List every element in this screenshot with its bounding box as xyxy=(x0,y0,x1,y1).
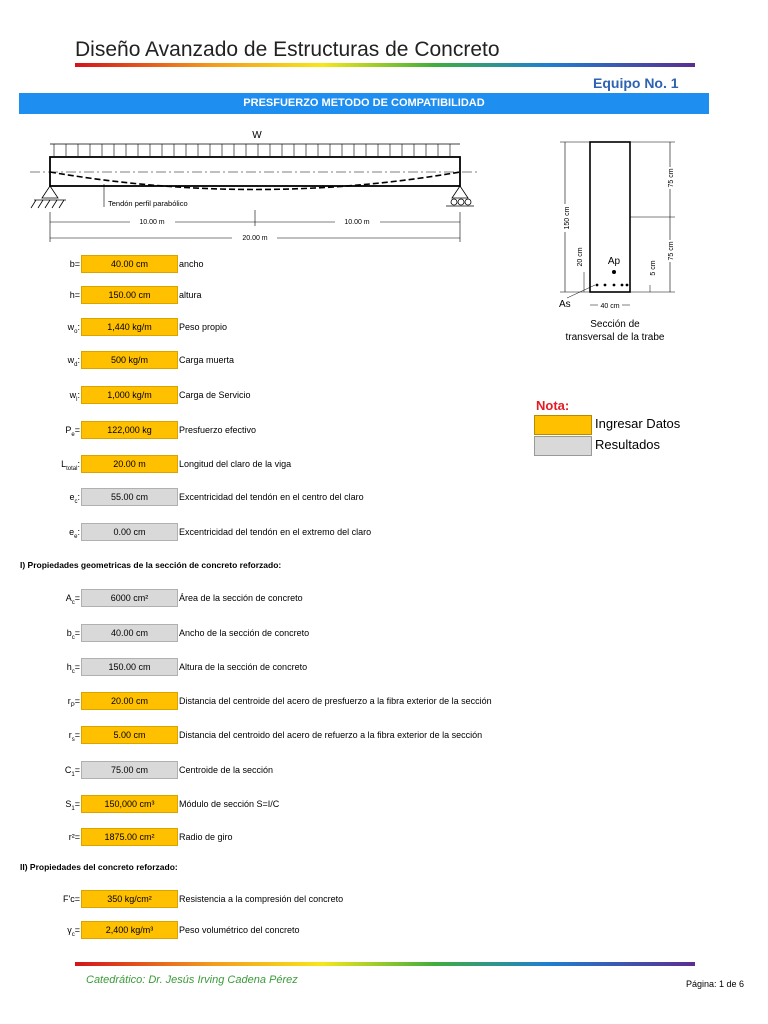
param-symbol: $S_1=$ xyxy=(65,799,80,812)
result-value-cell: 55.00 cm xyxy=(81,488,178,506)
param-description: Radio de giro xyxy=(179,832,233,842)
input-value-cell[interactable]: 20.00 m xyxy=(81,455,178,473)
caption-line-2: transversal de la trabe xyxy=(565,332,665,343)
result-value-cell: 150.00 cm xyxy=(81,658,178,676)
section-2-heading: II) Propiedades del concreto reforzado: xyxy=(20,862,178,872)
result-value-cell: 40.00 cm xyxy=(81,624,178,642)
left-support xyxy=(31,186,66,208)
result-value-cell: 0.00 cm xyxy=(81,523,178,541)
section-banner: PRESFUERZO METODO DE COMPATIBILIDAD xyxy=(19,93,709,114)
param-symbol: $L_{total}$: xyxy=(61,459,80,472)
param-symbol: $e_c$: xyxy=(69,492,80,505)
beam-diagram xyxy=(30,122,490,247)
param-description: Distancia del centroide del acero de presfuerzo a la fibra exterior de la sección xyxy=(179,696,492,706)
param-symbol: r²= xyxy=(68,832,80,842)
input-value-cell[interactable]: 122,000 kg xyxy=(81,421,178,439)
input-value-cell[interactable]: 20.00 cm xyxy=(81,692,178,710)
param-symbol: $r_s=$ xyxy=(68,730,80,743)
beam-body xyxy=(50,157,460,186)
half-span-right-label: 10.00 m xyxy=(344,219,370,226)
team-label: Equipo No. 1 xyxy=(593,75,679,91)
param-description: Excentricidad del tendón en el extremo del claro xyxy=(179,527,372,537)
legend-result-label: Resultados xyxy=(595,437,661,452)
param-description: Peso propio xyxy=(179,322,228,332)
rp-label: 20 cm xyxy=(577,247,584,267)
param-symbol: $w_l$: xyxy=(69,390,80,403)
param-description: Centroide de la sección xyxy=(179,765,274,775)
input-value-cell[interactable]: 150,000 cm³ xyxy=(81,795,178,813)
param-description: altura xyxy=(179,290,202,300)
lower-half-label: 75 cm xyxy=(668,241,675,261)
result-value-cell: 75.00 cm xyxy=(81,761,178,779)
param-description: Excentricidad del tendón en el centro del claro xyxy=(179,492,364,502)
legend-result-swatch xyxy=(534,436,592,456)
param-description: Área de la sección de concreto xyxy=(179,593,303,603)
prestress-tendon-dot xyxy=(612,270,616,274)
as-label: As xyxy=(559,299,571,310)
param-symbol: $w_o$: xyxy=(67,322,80,335)
input-value-cell[interactable]: 40.00 cm xyxy=(81,255,178,273)
half-span-left-label: 10.00 m xyxy=(139,219,165,226)
param-description: Módulo de sección S=I/C xyxy=(179,799,280,809)
caption-line-1: Sección de xyxy=(590,319,640,330)
param-symbol: $\gamma_c=$ xyxy=(67,925,80,938)
height-label: 150 cm xyxy=(564,206,571,230)
width-label: 40 cm xyxy=(600,303,620,310)
section-1-heading: I) Propiedades geometricas de la sección de concreto reforzado: xyxy=(20,560,282,570)
param-description: Altura de la sección de concreto xyxy=(179,662,308,672)
input-value-cell[interactable]: 2,400 kg/m³ xyxy=(81,921,178,939)
span-total-label: 20.00 m xyxy=(242,235,268,242)
nota-title: Nota: xyxy=(536,398,570,413)
param-description: Ancho de la sección de concreto xyxy=(179,628,310,638)
input-value-cell[interactable]: 1,440 kg/m xyxy=(81,318,178,336)
input-value-cell[interactable]: 350 kg/cm² xyxy=(81,890,178,908)
param-symbol: $h_c=$ xyxy=(66,662,80,675)
right-support xyxy=(446,186,474,206)
param-description: Carga muerta xyxy=(179,355,235,365)
param-description: ancho xyxy=(179,259,204,269)
param-description: Carga de Servicio xyxy=(179,390,251,400)
input-value-cell[interactable]: 1,000 kg/m xyxy=(81,386,178,404)
param-description: Distancia del centroido del acero de refuerzo a la fibra exterior de la sección xyxy=(179,730,483,740)
input-value-cell[interactable]: 1875.00 cm² xyxy=(81,828,178,846)
page-number: Página: 1 de 6 xyxy=(686,979,745,989)
param-symbol: h= xyxy=(69,290,80,300)
param-symbol: $b_c=$ xyxy=(66,628,80,641)
document-title: Diseño Avanzado de Estructuras de Concreto xyxy=(75,38,500,61)
param-description: Longitud del claro de la viga xyxy=(179,459,292,469)
instructor-name: Catedrático: Dr. Jesús Irving Cadena Pérez xyxy=(86,974,298,986)
param-description: Presfuerzo efectivo xyxy=(179,425,257,435)
param-symbol: $P_e=$ xyxy=(65,425,80,438)
section-outline xyxy=(590,142,630,292)
legend-input-label: Ingresar Datos xyxy=(595,416,681,431)
tendon-label: Tendón perfil parabólico xyxy=(108,199,188,208)
footer-rainbow-rule xyxy=(75,962,695,966)
upper-half-label: 75 cm xyxy=(668,168,675,188)
input-value-cell[interactable]: 5.00 cm xyxy=(81,726,178,744)
param-symbol: F'c= xyxy=(63,894,80,904)
param-symbol: $A_c=$ xyxy=(65,593,80,606)
legend-input-swatch xyxy=(534,415,592,435)
param-symbol: $w_d$: xyxy=(67,355,80,368)
header-rainbow-rule xyxy=(75,63,695,67)
param-symbol: $C_1=$ xyxy=(64,765,80,778)
load-label: W xyxy=(252,130,262,141)
param-symbol: b= xyxy=(69,259,80,269)
cross-section-diagram xyxy=(545,130,705,350)
param-symbol: $r_P=$ xyxy=(67,696,80,709)
rs-label: 5 cm xyxy=(650,260,657,276)
result-value-cell: 6000 cm² xyxy=(81,589,178,607)
param-description: Resistencia a la compresión del concreto xyxy=(179,894,344,904)
distributed-load-arrows xyxy=(54,144,450,156)
ap-label: Ap xyxy=(607,256,621,267)
input-value-cell[interactable]: 150.00 cm xyxy=(81,286,178,304)
input-value-cell[interactable]: 500 kg/m xyxy=(81,351,178,369)
param-symbol: $e_e$: xyxy=(69,527,80,540)
param-description: Peso volumétrico del concreto xyxy=(179,925,300,935)
